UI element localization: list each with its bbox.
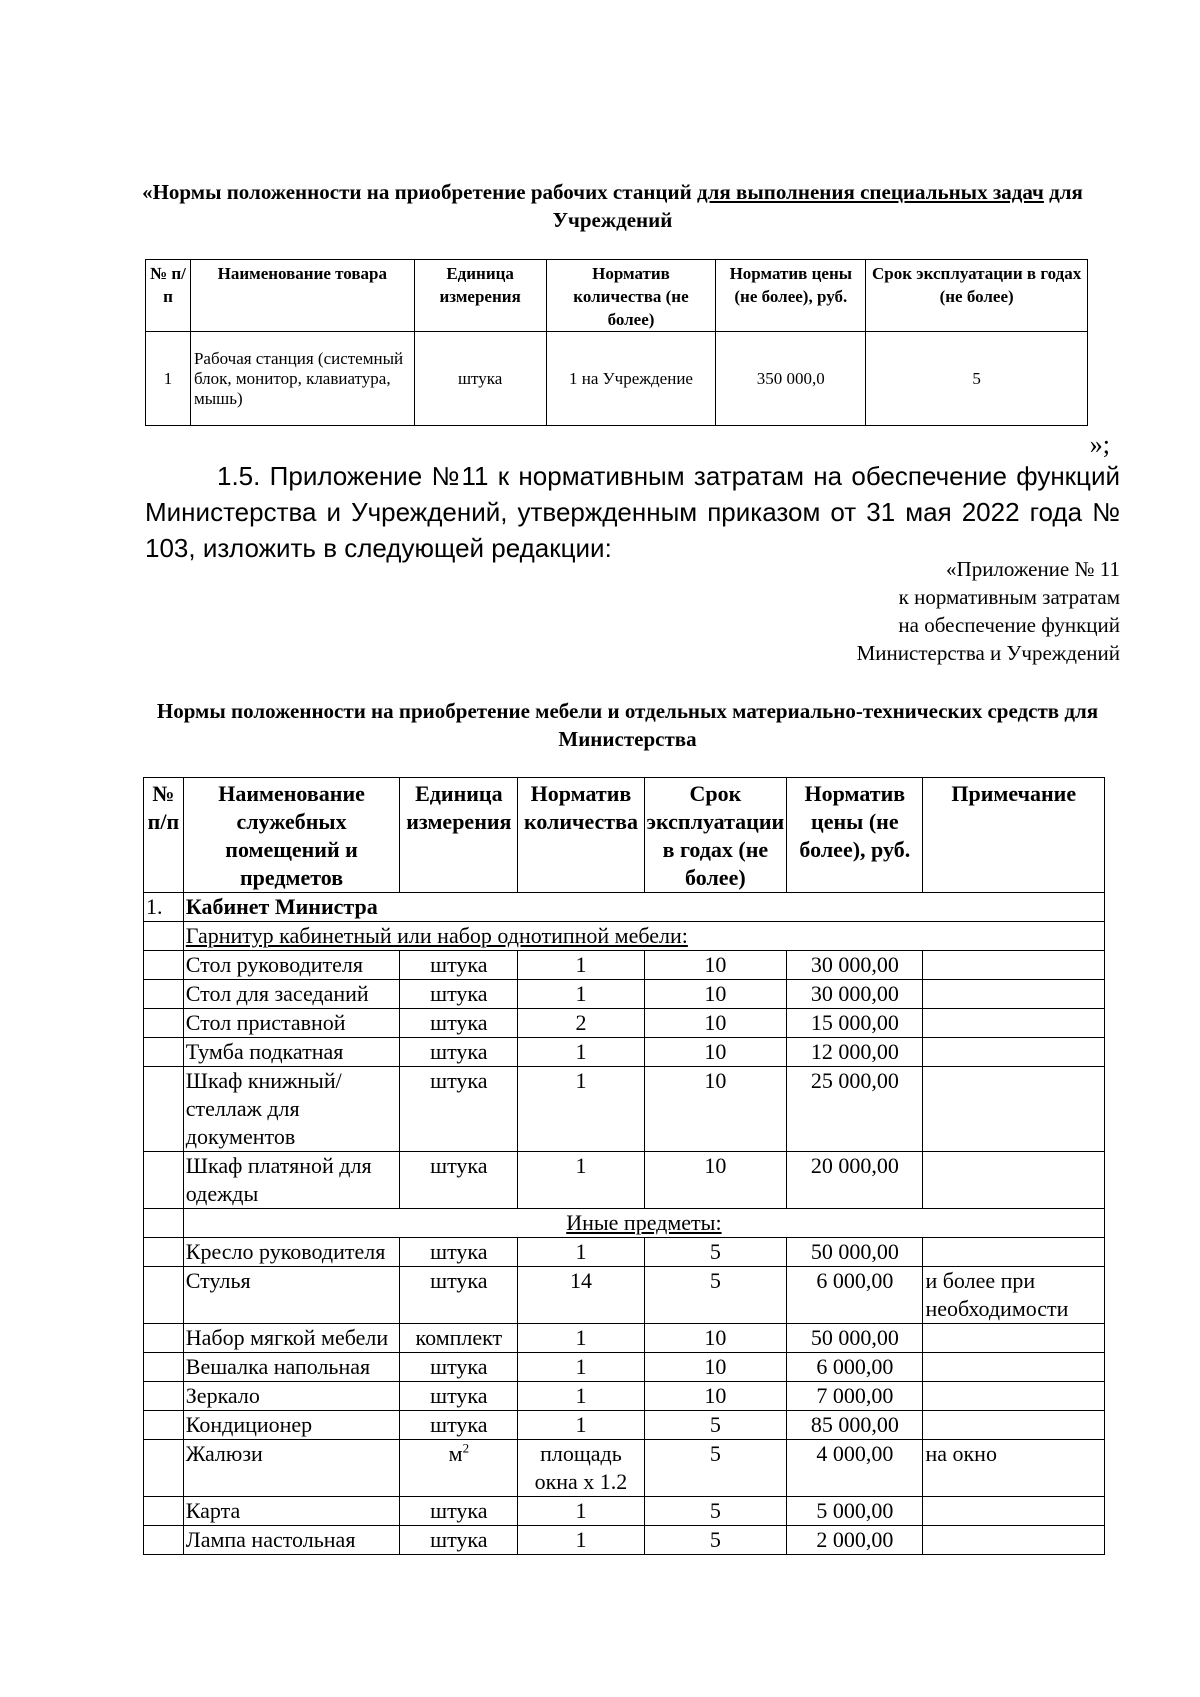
- cell-name: Тумба подкатная: [183, 1038, 400, 1067]
- cell-name: Кресло руководителя: [183, 1238, 400, 1267]
- cell-term: 10: [644, 980, 787, 1009]
- cell-note: [923, 1497, 1105, 1526]
- cell-term: 10: [644, 1382, 787, 1411]
- furniture-table: [143, 777, 1105, 1555]
- header-cell: Норматив цены (не более), руб.: [716, 260, 866, 332]
- cell-name: Шкаф книжный/стеллаж для документов: [183, 1067, 400, 1152]
- table-row: [144, 1038, 1105, 1067]
- cell-qty: 1: [518, 980, 644, 1009]
- cell-num: [144, 1324, 184, 1353]
- table-row: [144, 1152, 1105, 1209]
- cell-num: [144, 1267, 184, 1324]
- table-row: [144, 1440, 1105, 1497]
- table-header-row: [144, 778, 1105, 893]
- amendment-paragraph: 1.5. Приложение №11 к нормативным затратам на обеспечение функций Министерства и Учреждений, утвержденным приказом от 31 мая 2022 года № 103, изложить в следующей редакции:: [145, 461, 1120, 563]
- subgroup-title: [183, 1209, 1104, 1238]
- table-row: [144, 1009, 1105, 1038]
- group-title: Кабинет Министра: [183, 893, 1104, 922]
- table-row: [144, 1267, 1105, 1324]
- cell-term: 10: [644, 1038, 787, 1067]
- table-header-row: [146, 260, 1088, 332]
- cell-term: 10: [644, 1009, 787, 1038]
- cell-unit: штука: [400, 1526, 518, 1555]
- cell-note: [923, 1382, 1105, 1411]
- cell-qty: 1: [518, 951, 644, 980]
- cell-note: [923, 1526, 1105, 1555]
- cell-term: 5: [644, 1526, 787, 1555]
- cell-unit: [400, 1440, 518, 1497]
- section1-title-underlined: для выполнения специальных задач: [696, 180, 1044, 204]
- cell-note: [923, 1152, 1105, 1209]
- cell-price: 30 000,00: [787, 951, 923, 980]
- closing-quote: »;: [1089, 430, 1110, 459]
- appendix-line: «Приложение № 11: [946, 557, 1120, 581]
- appendix-heading: [700, 555, 1120, 667]
- cell-num: [144, 1152, 184, 1209]
- cell-price: 15 000,00: [787, 1009, 923, 1038]
- header-cell: Примечание: [923, 778, 1105, 893]
- cell-note: [923, 951, 1105, 980]
- subgroup-row: [144, 1209, 1105, 1238]
- table-row: [144, 1382, 1105, 1411]
- table-row: [144, 951, 1105, 980]
- cell-name: Рабочая станция (системный блок, монитор, клавиатура, мышь): [190, 332, 414, 426]
- cell-term: 5: [644, 1440, 787, 1497]
- cell-num: [144, 1067, 184, 1152]
- unit-superscript: 2: [462, 1440, 470, 1456]
- cell-name: Лампа настольная: [183, 1526, 400, 1555]
- cell-term: 5: [866, 332, 1088, 426]
- appendix-line: Министерства и Учреждений: [856, 641, 1120, 665]
- cell-qty: 1: [518, 1238, 644, 1267]
- cell-price: 50 000,00: [787, 1324, 923, 1353]
- subgroup-row: [144, 922, 1105, 951]
- cell-unit: штука: [400, 1009, 518, 1038]
- cell-note: [923, 1067, 1105, 1152]
- table-row: [144, 1238, 1105, 1267]
- appendix-line: к нормативным затратам: [898, 585, 1120, 609]
- workstation-table: [145, 259, 1088, 426]
- cell-note: на окно: [923, 1440, 1105, 1497]
- cell-term: 5: [644, 1411, 787, 1440]
- cell-price: 7 000,00: [787, 1382, 923, 1411]
- cell-note: [923, 1038, 1105, 1067]
- cell-qty: 1: [518, 1382, 644, 1411]
- header-cell: Норматив количества (не более): [546, 260, 716, 332]
- group-num: 1.: [144, 893, 184, 922]
- cell-term: 10: [644, 1324, 787, 1353]
- header-cell: Норматив цены (не более), руб.: [787, 778, 923, 893]
- cell-num: 1: [146, 332, 191, 426]
- cell-qty: площадь окна х 1.2: [518, 1440, 644, 1497]
- cell-note: и более при необходимости: [923, 1267, 1105, 1324]
- cell-unit: штука: [400, 1411, 518, 1440]
- cell-qty: 1: [518, 1526, 644, 1555]
- cell-price: 6 000,00: [787, 1353, 923, 1382]
- cell-unit: штука: [400, 1382, 518, 1411]
- cell-qty: 2: [518, 1009, 644, 1038]
- cell-note: [923, 980, 1105, 1009]
- cell-name: Жалюзи: [183, 1440, 400, 1497]
- cell-num: [144, 951, 184, 980]
- cell-name: Шкаф платяной для одежды: [183, 1152, 400, 1209]
- appendix-line: на обеспечение функций: [898, 613, 1120, 637]
- cell-name: Карта: [183, 1497, 400, 1526]
- cell-unit: штука: [400, 1267, 518, 1324]
- cell-qty: 1: [518, 1152, 644, 1209]
- cell-term: 10: [644, 1353, 787, 1382]
- cell-name: Набор мягкой мебели: [183, 1324, 400, 1353]
- cell-unit: комплект: [400, 1324, 518, 1353]
- cell-price: 2 000,00: [787, 1526, 923, 1555]
- section1-title-end: для Учреждений: [552, 180, 1083, 232]
- header-cell: Наименование товара: [190, 260, 414, 332]
- section1-title: [140, 178, 1085, 234]
- cell-num: [144, 1440, 184, 1497]
- cell-qty: 1: [518, 1067, 644, 1152]
- cell-term: 5: [644, 1238, 787, 1267]
- header-cell: Наименование служебных помещений и предметов: [183, 778, 400, 893]
- furniture-rows: [144, 951, 1105, 1209]
- cell-name: Вешалка напольная: [183, 1353, 400, 1382]
- cell-unit: штука: [400, 951, 518, 980]
- other-items-rows: [144, 1238, 1105, 1555]
- cell-price: 4 000,00: [787, 1440, 923, 1497]
- cell-name: Стол приставной: [183, 1009, 400, 1038]
- cell-unit: штука: [400, 1067, 518, 1152]
- unit-text: м: [448, 1441, 463, 1466]
- cell-num: [144, 1411, 184, 1440]
- table-row: [144, 980, 1105, 1009]
- cell-price: 50 000,00: [787, 1238, 923, 1267]
- subgroup-title-text: Иные предметы:: [566, 1210, 722, 1235]
- table-row: [144, 1411, 1105, 1440]
- cell-qty: 1 на Учреждение: [546, 332, 716, 426]
- cell-unit: штука: [400, 1238, 518, 1267]
- cell-unit: штука: [400, 980, 518, 1009]
- cell-note: [923, 1009, 1105, 1038]
- cell-num: [144, 1009, 184, 1038]
- header-cell: № п/п: [144, 778, 184, 893]
- subgroup-title-text: Гарнитур кабинетный или набор однотипной мебели:: [185, 923, 688, 948]
- cell-name: Стол руководителя: [183, 951, 400, 980]
- header-cell: Срок эксплуатации в годах (не более): [866, 260, 1088, 332]
- cell-num: [144, 1382, 184, 1411]
- cell-num: [144, 980, 184, 1009]
- cell-price: 30 000,00: [787, 980, 923, 1009]
- table-row: [144, 1067, 1105, 1152]
- table-row: [146, 332, 1088, 426]
- section1-title-text: «Нормы положенности на приобретение рабочих станций: [142, 180, 697, 204]
- cell-unit: штука: [400, 1152, 518, 1209]
- cell-qty: 1: [518, 1497, 644, 1526]
- cell-price: 20 000,00: [787, 1152, 923, 1209]
- group-row: [144, 893, 1105, 922]
- header-cell: Единица измерения: [414, 260, 546, 332]
- cell-name: Зеркало: [183, 1382, 400, 1411]
- cell-note: [923, 1353, 1105, 1382]
- cell-name: Стулья: [183, 1267, 400, 1324]
- cell-unit: штука: [400, 1038, 518, 1067]
- cell-qty: 1: [518, 1353, 644, 1382]
- cell-num: [144, 1353, 184, 1382]
- cell-unit: штука: [414, 332, 546, 426]
- cell-num: [144, 1497, 184, 1526]
- cell-unit: штука: [400, 1497, 518, 1526]
- cell-name: Стол для заседаний: [183, 980, 400, 1009]
- cell-term: 10: [644, 1067, 787, 1152]
- cell-price: 5 000,00: [787, 1497, 923, 1526]
- cell-qty: 1: [518, 1324, 644, 1353]
- table-row: [144, 1497, 1105, 1526]
- cell-term: 5: [644, 1267, 787, 1324]
- table-row: [144, 1526, 1105, 1555]
- cell-price: 6 000,00: [787, 1267, 923, 1324]
- cell-num: [144, 1238, 184, 1267]
- cell-price: 12 000,00: [787, 1038, 923, 1067]
- cell-qty: 14: [518, 1267, 644, 1324]
- table-row: [144, 1324, 1105, 1353]
- cell-note: [923, 1411, 1105, 1440]
- header-cell: Единица измерения: [400, 778, 518, 893]
- cell-price: 25 000,00: [787, 1067, 923, 1152]
- table-row: [144, 1353, 1105, 1382]
- header-cell: Норматив количества: [518, 778, 644, 893]
- cell-num: [144, 1038, 184, 1067]
- cell-note: [923, 1238, 1105, 1267]
- cell-price: 350 000,0: [716, 332, 866, 426]
- section2-title: Нормы положенности на приобретение мебели и отдельных материально-технических средств для Министерства: [156, 699, 1099, 751]
- cell-num: [144, 1526, 184, 1555]
- cell-note: [923, 1324, 1105, 1353]
- cell-term: 5: [644, 1497, 787, 1526]
- cell-name: Кондиционер: [183, 1411, 400, 1440]
- cell-qty: 1: [518, 1411, 644, 1440]
- header-cell: Срок эксплуатации в годах (не более): [644, 778, 787, 893]
- cell-term: 10: [644, 951, 787, 980]
- cell-qty: 1: [518, 1038, 644, 1067]
- subgroup-title: [183, 922, 1104, 951]
- cell-price: 85 000,00: [787, 1411, 923, 1440]
- header-cell: № п/п: [146, 260, 191, 332]
- cell-unit: штука: [400, 1353, 518, 1382]
- cell-term: 10: [644, 1152, 787, 1209]
